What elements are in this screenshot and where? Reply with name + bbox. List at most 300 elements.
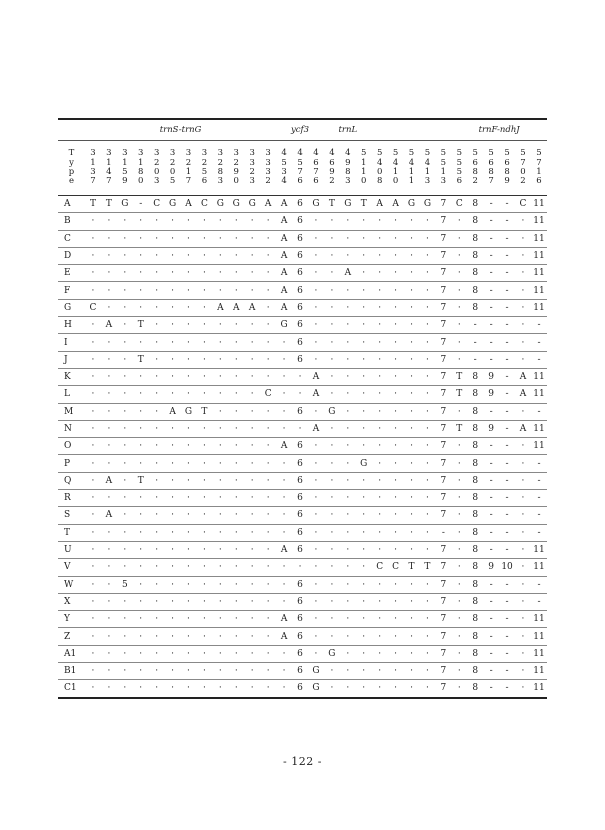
table-cell: · xyxy=(260,541,276,558)
table-cell: · xyxy=(165,559,181,576)
table-cell: · xyxy=(404,265,420,282)
table-cell: · xyxy=(260,230,276,247)
table-cell: · xyxy=(228,628,244,645)
position-digit: 8 xyxy=(472,167,478,177)
table-cell: · xyxy=(515,507,531,524)
table-cell: 8 xyxy=(467,282,483,299)
table-cell: · xyxy=(515,334,531,351)
table-cell: - xyxy=(483,455,499,472)
position-digit: 4 xyxy=(281,176,287,187)
type-label: V xyxy=(58,559,85,576)
table-cell: G xyxy=(404,196,420,213)
table-cell: · xyxy=(419,680,435,698)
position-digit: 3 xyxy=(265,167,271,177)
table-cell: T xyxy=(196,403,212,420)
table-row xyxy=(58,351,547,368)
table-cell: · xyxy=(212,628,228,645)
table-cell: · xyxy=(404,247,420,264)
table-cell: A xyxy=(515,368,531,385)
table-cell: · xyxy=(340,247,356,264)
table-cell: · xyxy=(451,472,467,489)
table-cell: · xyxy=(212,230,228,247)
table-cell: · xyxy=(181,472,197,489)
table-cell: · xyxy=(117,507,133,524)
table-cell: · xyxy=(372,368,388,385)
table-cell: · xyxy=(196,541,212,558)
table-cell: · xyxy=(228,213,244,230)
table-cell: · xyxy=(356,403,372,420)
table-row xyxy=(58,334,547,351)
table-cell: · xyxy=(451,438,467,455)
table-cell: · xyxy=(419,317,435,334)
table-cell: · xyxy=(388,368,404,385)
table-cell: · xyxy=(324,611,340,628)
type-label: O xyxy=(58,438,85,455)
table-cell: · xyxy=(451,593,467,610)
table-cell: · xyxy=(117,663,133,680)
table-cell: · xyxy=(181,680,197,698)
table-row xyxy=(58,299,547,316)
table-cell: · xyxy=(451,334,467,351)
table-cell: · xyxy=(101,265,117,282)
position-header-cell xyxy=(85,141,101,196)
table-cell: · xyxy=(419,472,435,489)
table-cell: · xyxy=(149,368,165,385)
table-cell: · xyxy=(165,282,181,299)
table-cell: · xyxy=(244,403,260,420)
table-cell: · xyxy=(117,559,133,576)
table-cell: - xyxy=(483,282,499,299)
position-header-cell xyxy=(531,141,547,196)
table-cell: 11 xyxy=(531,541,547,558)
table-cell: 8 xyxy=(467,386,483,403)
table-cell: · xyxy=(340,213,356,230)
table-cell: · xyxy=(404,593,420,610)
table-cell: · xyxy=(196,317,212,334)
table-cell: · xyxy=(324,472,340,489)
table-cell: · xyxy=(404,576,420,593)
table-cell: · xyxy=(212,524,228,541)
position-digit: 3 xyxy=(265,157,271,168)
table-cell: · xyxy=(228,230,244,247)
table-cell: · xyxy=(133,611,149,628)
table-cell: · xyxy=(324,559,340,576)
table-cell: · xyxy=(165,472,181,489)
table-cell: · xyxy=(117,282,133,299)
table-cell: - xyxy=(483,196,499,213)
table-cell: · xyxy=(356,472,372,489)
table-cell: · xyxy=(196,559,212,576)
table-cell: · xyxy=(149,420,165,437)
type-label: C1 xyxy=(58,680,85,698)
table-cell: 6 xyxy=(292,472,308,489)
table-cell: · xyxy=(388,351,404,368)
table-cell: · xyxy=(419,507,435,524)
table-cell: · xyxy=(244,247,260,264)
table-cell: · xyxy=(404,230,420,247)
table-cell: 8 xyxy=(467,438,483,455)
table-cell: · xyxy=(244,230,260,247)
table-cell: · xyxy=(404,386,420,403)
table-cell: - xyxy=(483,663,499,680)
table-cell: · xyxy=(515,455,531,472)
table-cell: · xyxy=(133,282,149,299)
region-label-ycf3: ycf3 xyxy=(276,119,324,141)
table-cell: · xyxy=(228,680,244,698)
table-cell: · xyxy=(324,265,340,282)
table-cell: - xyxy=(499,524,515,541)
table-cell: · xyxy=(324,317,340,334)
position-digit: 3 xyxy=(138,148,144,159)
table-cell: - xyxy=(499,334,515,351)
table-cell: · xyxy=(388,628,404,645)
table-cell: · xyxy=(515,628,531,645)
table-cell: · xyxy=(212,576,228,593)
position-digit: 2 xyxy=(217,157,224,168)
table-cell: · xyxy=(181,317,197,334)
table-cell: · xyxy=(165,541,181,558)
table-cell: - xyxy=(483,351,499,368)
table-cell: · xyxy=(356,247,372,264)
table-cell: · xyxy=(388,317,404,334)
table-cell: · xyxy=(356,438,372,455)
table-cell: 6 xyxy=(292,265,308,282)
table-cell: · xyxy=(451,524,467,541)
table-cell: · xyxy=(117,351,133,368)
table-cell: · xyxy=(85,611,101,628)
table-cell: · xyxy=(260,593,276,610)
haplotype-rows xyxy=(58,196,547,698)
table-cell: · xyxy=(340,438,356,455)
table-cell: · xyxy=(85,645,101,662)
region-label-trns-trng: trnS-trnG xyxy=(85,119,276,141)
table-cell: - xyxy=(467,334,483,351)
table-cell: A xyxy=(372,196,388,213)
table-cell: · xyxy=(85,490,101,507)
table-cell: · xyxy=(244,368,260,385)
table-cell: 8 xyxy=(467,230,483,247)
table-cell: · xyxy=(196,611,212,628)
type-label: C xyxy=(58,230,85,247)
table-cell: · xyxy=(149,317,165,334)
table-cell: · xyxy=(212,265,228,282)
table-cell: · xyxy=(196,420,212,437)
position-digit: 5 xyxy=(504,148,510,159)
table-cell: · xyxy=(85,351,101,368)
position-digit: 5 xyxy=(456,148,462,159)
table-cell: · xyxy=(324,420,340,437)
table-cell: · xyxy=(85,524,101,541)
table-cell: · xyxy=(101,403,117,420)
table-cell: C xyxy=(149,196,165,213)
table-cell: · xyxy=(451,455,467,472)
position-digit: 1 xyxy=(424,167,431,177)
type-label: P xyxy=(58,455,85,472)
table-cell: - xyxy=(483,628,499,645)
type-label: K xyxy=(58,368,85,385)
type-label: B xyxy=(58,213,85,230)
type-label: R xyxy=(58,490,85,507)
table-cell: · xyxy=(133,455,149,472)
table-cell: · xyxy=(515,680,531,698)
table-cell: · xyxy=(196,490,212,507)
table-cell: · xyxy=(260,299,276,316)
table-cell: · xyxy=(515,559,531,576)
type-label: A1 xyxy=(58,645,85,662)
position-header-cell xyxy=(181,141,197,196)
table-cell: T xyxy=(101,196,117,213)
table-cell: A xyxy=(276,196,292,213)
table-cell: · xyxy=(149,559,165,576)
position-digit: 9 xyxy=(329,167,335,177)
table-cell: 8 xyxy=(467,611,483,628)
table-cell: 7 xyxy=(435,507,451,524)
table-cell: · xyxy=(388,472,404,489)
table-cell: · xyxy=(149,628,165,645)
table-cell: · xyxy=(117,628,133,645)
table-cell: · xyxy=(451,611,467,628)
table-cell: · xyxy=(244,213,260,230)
table-cell: · xyxy=(133,663,149,680)
table-cell: - xyxy=(483,403,499,420)
table-cell: - xyxy=(531,576,547,593)
table-cell: · xyxy=(101,334,117,351)
table-cell: · xyxy=(117,317,133,334)
table-cell: · xyxy=(165,663,181,680)
table-cell: 7 xyxy=(435,490,451,507)
table-cell: · xyxy=(276,386,292,403)
position-digit: 1 xyxy=(90,157,96,168)
table-cell: · xyxy=(372,593,388,610)
table-cell: · xyxy=(101,576,117,593)
table-cell: 7 xyxy=(435,438,451,455)
table-cell: 7 xyxy=(435,265,451,282)
table-cell: · xyxy=(324,438,340,455)
position-digit: 2 xyxy=(201,157,208,168)
table-cell: · xyxy=(388,265,404,282)
table-row xyxy=(58,317,547,334)
table-cell: · xyxy=(451,490,467,507)
table-cell: · xyxy=(515,438,531,455)
table-cell: · xyxy=(149,334,165,351)
table-cell: · xyxy=(260,282,276,299)
table-cell: · xyxy=(228,593,244,610)
position-header-cell xyxy=(435,141,451,196)
table-cell: 7 xyxy=(435,196,451,213)
table-cell: · xyxy=(244,507,260,524)
table-cell: A xyxy=(388,196,404,213)
table-cell: - xyxy=(483,247,499,264)
table-cell: · xyxy=(356,368,372,385)
position-digit: 4 xyxy=(424,157,431,168)
table-cell: · xyxy=(244,524,260,541)
table-cell: T xyxy=(133,317,149,334)
table-cell: · xyxy=(196,524,212,541)
table-cell: · xyxy=(340,472,356,489)
table-cell: · xyxy=(388,247,404,264)
table-cell: · xyxy=(419,386,435,403)
table-cell: - xyxy=(483,524,499,541)
position-digit: 7 xyxy=(488,176,494,187)
table-cell: · xyxy=(276,680,292,698)
table-cell: · xyxy=(404,472,420,489)
table-row xyxy=(58,645,547,662)
table-cell: · xyxy=(228,490,244,507)
table-cell: - xyxy=(531,593,547,610)
table-cell: 8 xyxy=(467,247,483,264)
position-digit: 0 xyxy=(138,176,144,187)
table-cell: - xyxy=(483,213,499,230)
table-cell: · xyxy=(181,265,197,282)
table-cell: · xyxy=(244,645,260,662)
position-digit: 6 xyxy=(313,157,319,168)
table-cell: · xyxy=(404,628,420,645)
table-row xyxy=(58,230,547,247)
table-cell: · xyxy=(165,247,181,264)
table-cell: · xyxy=(404,680,420,698)
table-cell: · xyxy=(451,541,467,558)
type-label: H xyxy=(58,317,85,334)
table-cell: · xyxy=(260,351,276,368)
table-cell: 8 xyxy=(467,559,483,576)
position-header-cell xyxy=(196,141,212,196)
table-cell: · xyxy=(165,524,181,541)
table-cell: · xyxy=(404,317,420,334)
position-digit: 6 xyxy=(329,157,335,168)
table-cell: · xyxy=(356,386,372,403)
table-cell: - xyxy=(499,593,515,610)
table-cell: · xyxy=(196,593,212,610)
table-cell: · xyxy=(276,524,292,541)
haplotype-table xyxy=(58,118,547,699)
table-cell: · xyxy=(404,541,420,558)
position-digit: 1 xyxy=(106,157,112,168)
table-cell: 8 xyxy=(467,680,483,698)
table-cell: 11 xyxy=(531,282,547,299)
table-cell: · xyxy=(308,317,324,334)
table-cell: 6 xyxy=(292,403,308,420)
table-cell: 6 xyxy=(292,541,308,558)
table-cell: · xyxy=(196,663,212,680)
position-header-cell xyxy=(467,141,483,196)
table-cell: - xyxy=(133,196,149,213)
table-cell: · xyxy=(515,490,531,507)
position-digit: 3 xyxy=(440,176,447,187)
table-cell: · xyxy=(515,611,531,628)
table-cell: · xyxy=(228,524,244,541)
table-cell: · xyxy=(292,559,308,576)
table-cell: - xyxy=(483,490,499,507)
table-cell: · xyxy=(149,507,165,524)
table-cell: · xyxy=(292,420,308,437)
table-cell: · xyxy=(308,628,324,645)
table-cell: - xyxy=(499,386,515,403)
table-cell: A xyxy=(515,420,531,437)
table-cell: · xyxy=(117,524,133,541)
table-cell: 8 xyxy=(467,403,483,420)
position-digit: 5 xyxy=(201,167,208,177)
table-cell: · xyxy=(372,680,388,698)
table-row xyxy=(58,576,547,593)
type-label: Y xyxy=(58,611,85,628)
position-digit: 3 xyxy=(185,148,192,159)
table-cell: · xyxy=(372,282,388,299)
table-cell: · xyxy=(85,368,101,385)
table-cell: · xyxy=(133,628,149,645)
table-cell: · xyxy=(372,386,388,403)
position-digit: 5 xyxy=(536,148,542,159)
table-cell: · xyxy=(404,490,420,507)
table-cell: · xyxy=(404,455,420,472)
table-row xyxy=(58,593,547,610)
table-cell: · xyxy=(196,265,212,282)
table-cell: · xyxy=(356,663,372,680)
position-digit: 2 xyxy=(265,176,271,187)
table-cell: · xyxy=(388,230,404,247)
table-cell: · xyxy=(404,213,420,230)
table-cell: - xyxy=(483,317,499,334)
table-cell: · xyxy=(356,299,372,316)
table-row xyxy=(58,559,547,576)
table-cell: · xyxy=(196,230,212,247)
position-digit: 3 xyxy=(233,148,239,159)
table-row xyxy=(58,524,547,541)
table-cell: · xyxy=(356,524,372,541)
table-cell: 8 xyxy=(467,265,483,282)
table-cell: · xyxy=(451,507,467,524)
table-cell: · xyxy=(451,247,467,264)
table-cell: · xyxy=(340,628,356,645)
table-cell: · xyxy=(149,213,165,230)
position-header-cell xyxy=(388,141,404,196)
table-cell: 6 xyxy=(292,507,308,524)
table-cell: · xyxy=(276,593,292,610)
table-cell: · xyxy=(451,663,467,680)
position-digit: 9 xyxy=(122,176,128,187)
position-digit: 6 xyxy=(536,176,542,187)
table-cell: · xyxy=(181,524,197,541)
table-cell: · xyxy=(308,247,324,264)
table-cell: · xyxy=(181,559,197,576)
table-cell: · xyxy=(133,524,149,541)
table-cell: 6 xyxy=(292,351,308,368)
table-cell: · xyxy=(133,213,149,230)
position-digit: 5 xyxy=(456,167,462,177)
table-cell: · xyxy=(515,645,531,662)
position-digit: 5 xyxy=(361,148,367,159)
table-cell: · xyxy=(308,438,324,455)
table-cell: · xyxy=(324,507,340,524)
table-cell: · xyxy=(404,299,420,316)
table-cell: A xyxy=(308,386,324,403)
table-cell: 11 xyxy=(531,611,547,628)
table-cell: T xyxy=(404,559,420,576)
table-cell: · xyxy=(419,438,435,455)
table-cell: · xyxy=(117,455,133,472)
table-cell: · xyxy=(117,265,133,282)
table-cell: - xyxy=(531,334,547,351)
table-cell: · xyxy=(165,628,181,645)
table-cell: - xyxy=(499,368,515,385)
table-cell: · xyxy=(196,368,212,385)
table-cell: - xyxy=(499,628,515,645)
table-cell: T xyxy=(451,368,467,385)
position-digit: 0 xyxy=(153,167,160,177)
table-cell: · xyxy=(356,680,372,698)
table-cell: · xyxy=(340,299,356,316)
table-cell: 11 xyxy=(531,386,547,403)
table-cell: G xyxy=(308,663,324,680)
